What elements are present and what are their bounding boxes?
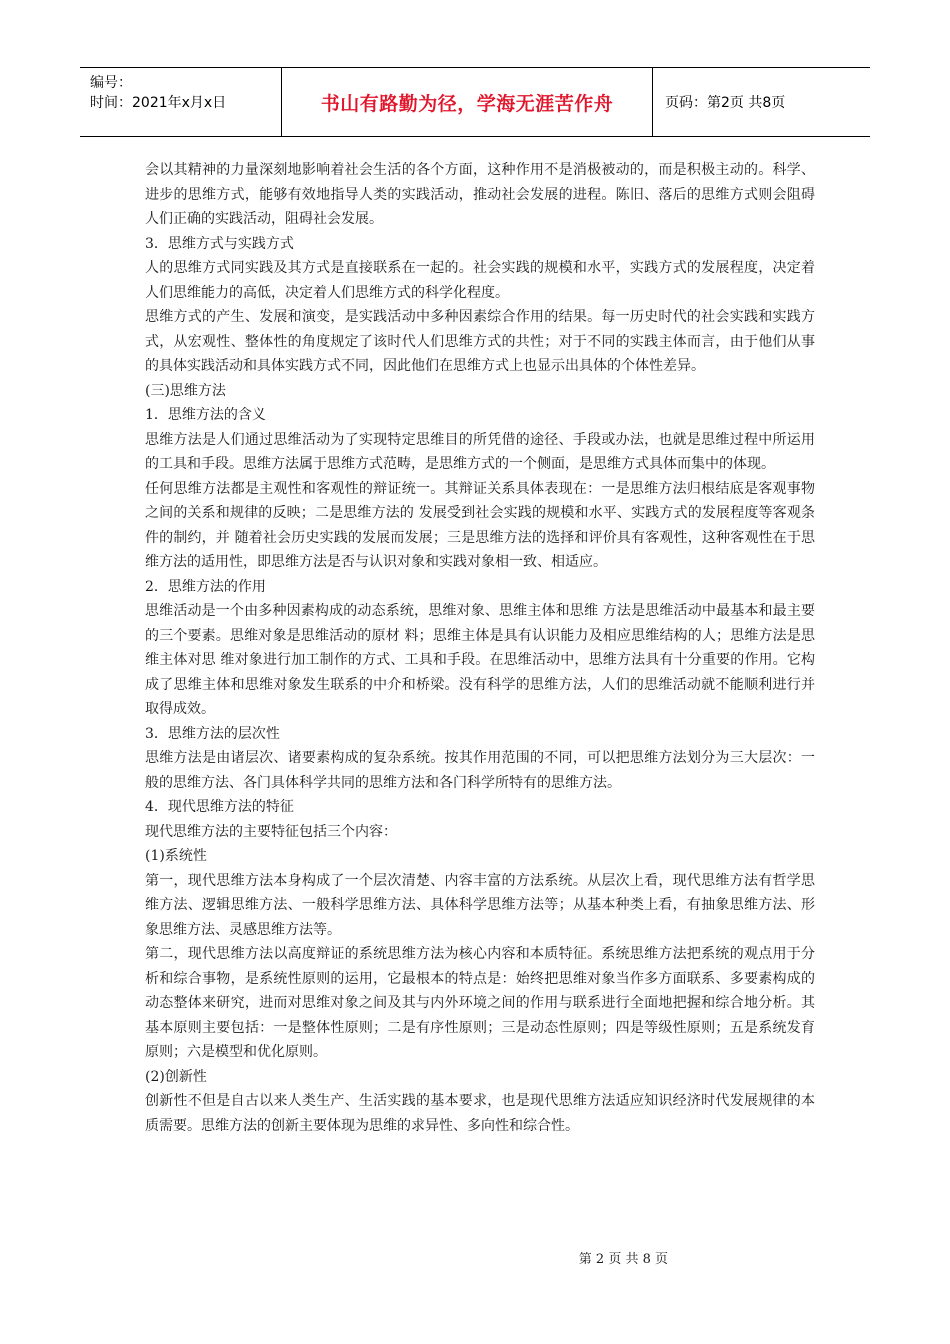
paragraph: 思维方法是由诸层次、诸要素构成的复杂系统。按其作用范围的不同，可以把思维方法划分为三大层次：一般的思维方法、各门具体科学共同的思维方法和各门科学所特有的思维方法。 xyxy=(145,750,815,791)
header-page-cell xyxy=(653,68,870,136)
section-heading: 2．思维方法的作用 xyxy=(145,578,266,595)
header-motto: 书山有路勤为径，学海无涯苦作舟 xyxy=(320,92,614,115)
section-heading: (2)创新性 xyxy=(145,1068,207,1085)
paragraph: 会以其精神的力量深刻地影响着社会生活的各个方面，这种作用不是消极被动的，而是积极主动的。科学、进步的思维方式，能够有效地指导人类的实践活动，推动社会发展的进程。陈旧、落后的思维方式则会阻碍人们正确的实践活动，阻碍社会发展。 xyxy=(145,162,815,227)
paragraph: 思维方法是人们通过思维活动为了实现特定思维目的所凭借的途径、手段或办法，也就是思维过程中所运用的工具和手段。思维方法属于思维方式范畴，是思维方式的一个侧面，是思维方式具体而集中的体现。 xyxy=(145,431,815,472)
paragraph: 创新性不但是自古以来人类生产、生活实践的基本要求，也是现代思维方法适应知识经济时代发展规律的本质需要。思维方法的创新主要体现为思维的求异性、多向性和综合性。 xyxy=(145,1093,815,1134)
footer-page-number: 第 2 页 共 8 页 xyxy=(578,1252,668,1267)
paragraph: 任何思维方法都是主观性和客观性的辩证统一。其辩证关系具体表现在：一是思维方法归根结底是客观事物之间的关系和规律的反映；二是思维方法的 发展受到社会实践的规模和水平、实践方式的发展程度等客观条件的制约，并 随着社会历史实践的发展而发展；三是思维方法的选择和评价具有客观性，这种客观性在于思维方法的适用性，即思维方法是否与认识对象和实践对象相一致、相适应。 xyxy=(145,480,815,570)
section-heading: 3．思维方式与实践方式 xyxy=(145,235,294,252)
page-footer xyxy=(0,1248,950,1267)
paragraph: 思维活动是一个由多种因素构成的动态系统，思维对象、思维主体和思维 方法是思维活动中最基本和最主要的三个要素。思维对象是思维活动的原材 料；思维主体是具有认识能力及相应思维结构的人；思维方法是思维主体对思 维对象进行加工制作的方式、工具和手段。在思维活动中，思维方法具有十分重要的作用。它构成了思维主体和思维对象发生联系的中介和桥梁。没有科学的思维方法，人们的思维活动就不能顺利进行并取得成效。 xyxy=(145,603,815,717)
section-heading: 1．思维方法的含义 xyxy=(145,407,266,423)
header-page-code: 页码：第2页 共8页 xyxy=(665,95,786,111)
paragraph: 思维方式的产生、发展和演变，是实践活动中多种因素综合作用的结果。每一历史时代的社会实践和实践方式，从宏观性、整体性的角度规定了该时代人们思维方式的共性；对于不同的实践主体而言，由于他们从事的具体实践活动和具体实践方式不同，因此他们在思维方式上也显示出具体的个体性差异。 xyxy=(145,309,815,374)
section-heading: 4．现代思维方法的特征 xyxy=(145,799,294,815)
document-time-label: 时间：2021年x月x日 xyxy=(90,95,227,111)
paragraph: 人的思维方式同实践及其方式是直接联系在一起的。社会实践的规模和水平，实践方式的发展程度，决定着人们思维能力的高低，决定着人们思维方式的科学化程度。 xyxy=(145,260,815,301)
document-number-label: 编号： xyxy=(90,75,132,91)
paragraph: 现代思维方法的主要特征包括三个内容： xyxy=(145,823,397,840)
section-heading: 3．思维方法的层次性 xyxy=(145,725,280,742)
section-heading: (三)思维方法 xyxy=(145,382,226,399)
document-body xyxy=(145,158,815,1138)
section-heading: (1)系统性 xyxy=(145,848,207,864)
paragraph: 第一，现代思维方法本身构成了一个层次清楚、内容丰富的方法系统。从层次上看，现代思维方法有哲学思维方法、逻辑思维方法、一般科学思维方法、具体科学思维方法等；从基本种类上看，有抽象思维方法、形象思维方法、灵感思维方法等。 xyxy=(145,872,815,938)
page-header xyxy=(80,67,870,137)
header-motto-cell xyxy=(282,68,653,136)
header-info-cell xyxy=(80,68,282,136)
paragraph: 第二，现代思维方法以高度辩证的系统思维方法为核心内容和本质特征。系统思维方法把系统的观点用于分析和综合事物，是系统性原则的运用，它最根本的特点是：始终把思维对象当作多方面联系、多要素构成的动态整体来研究，进而对思维对象之间及其与内外环境之间的作用与联系进行全面地把握和综合地分析。其基本原则主要包括：一是整体性原则；二是有序性原则；三是动态性原则；四是等级性原则；五是系统发育原则；六是模型和优化原则。 xyxy=(145,946,815,1060)
